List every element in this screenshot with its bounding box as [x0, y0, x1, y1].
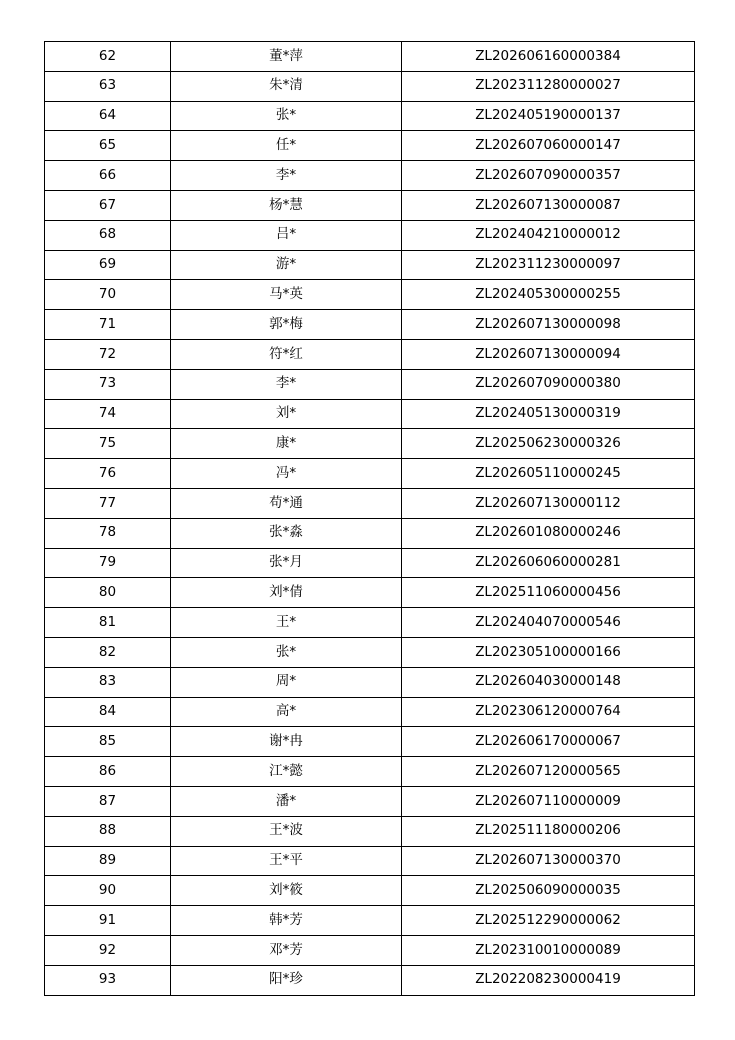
row-number-cell: 91 — [45, 906, 171, 936]
table-row — [45, 667, 695, 697]
row-number-cell: 82 — [45, 637, 171, 667]
table-row — [45, 757, 695, 787]
name-cell: 阳*珍 — [171, 965, 402, 995]
table-row — [45, 42, 695, 72]
certificate-code-cell: ZL202311280000027 — [402, 71, 695, 101]
row-number-cell: 78 — [45, 518, 171, 548]
name-cell: 王*波 — [171, 816, 402, 846]
name-cell: 周* — [171, 667, 402, 697]
name-cell: 康* — [171, 429, 402, 459]
certificate-code-cell: ZL202512290000062 — [402, 906, 695, 936]
certificate-code-cell: ZL202607130000087 — [402, 190, 695, 220]
table-row — [45, 339, 695, 369]
name-cell: 王* — [171, 608, 402, 638]
row-number-cell: 70 — [45, 280, 171, 310]
certificate-code-cell: ZL202511060000456 — [402, 578, 695, 608]
table-row — [45, 876, 695, 906]
name-cell: 苟*通 — [171, 488, 402, 518]
row-number-cell: 69 — [45, 250, 171, 280]
name-cell: 谢*冉 — [171, 727, 402, 757]
row-number-cell: 93 — [45, 965, 171, 995]
certificate-code-cell: ZL202607090000380 — [402, 369, 695, 399]
table-row — [45, 399, 695, 429]
row-number-cell: 74 — [45, 399, 171, 429]
name-cell: 张*月 — [171, 548, 402, 578]
table-row — [45, 786, 695, 816]
certificate-code-cell: ZL202404210000012 — [402, 220, 695, 250]
name-cell: 张* — [171, 101, 402, 131]
certificate-code-cell: ZL202506230000326 — [402, 429, 695, 459]
row-number-cell: 83 — [45, 667, 171, 697]
certificate-code-cell: ZL202605110000245 — [402, 459, 695, 489]
row-number-cell: 92 — [45, 935, 171, 965]
name-cell: 邓*芳 — [171, 935, 402, 965]
table-row — [45, 71, 695, 101]
name-cell: 张*淼 — [171, 518, 402, 548]
name-cell: 李* — [171, 369, 402, 399]
table-row — [45, 608, 695, 638]
table-row — [45, 488, 695, 518]
certificate-code-cell: ZL202607130000370 — [402, 846, 695, 876]
table-row — [45, 101, 695, 131]
certificate-code-cell: ZL202604030000148 — [402, 667, 695, 697]
table-row — [45, 518, 695, 548]
certificate-code-cell: ZL202607110000009 — [402, 786, 695, 816]
row-number-cell: 76 — [45, 459, 171, 489]
row-number-cell: 79 — [45, 548, 171, 578]
row-number-cell: 87 — [45, 786, 171, 816]
row-number-cell: 88 — [45, 816, 171, 846]
name-cell: 马*英 — [171, 280, 402, 310]
certificate-code-cell: ZL202311230000097 — [402, 250, 695, 280]
table-row — [45, 965, 695, 995]
certificate-code-cell: ZL202607060000147 — [402, 131, 695, 161]
certificate-code-cell: ZL202208230000419 — [402, 965, 695, 995]
certificate-code-cell: ZL202405130000319 — [402, 399, 695, 429]
name-cell: 韩*芳 — [171, 906, 402, 936]
certificate-code-cell: ZL202601080000246 — [402, 518, 695, 548]
table-row — [45, 727, 695, 757]
row-number-cell: 72 — [45, 339, 171, 369]
name-cell: 符*红 — [171, 339, 402, 369]
name-cell: 董*萍 — [171, 42, 402, 72]
name-cell: 刘*倩 — [171, 578, 402, 608]
certificate-code-cell: ZL202607090000357 — [402, 161, 695, 191]
table-row — [45, 250, 695, 280]
certificate-code-cell: ZL202607120000565 — [402, 757, 695, 787]
table-row — [45, 369, 695, 399]
row-number-cell: 80 — [45, 578, 171, 608]
table-row — [45, 846, 695, 876]
name-cell: 游* — [171, 250, 402, 280]
row-number-cell: 86 — [45, 757, 171, 787]
table-row — [45, 220, 695, 250]
certificate-code-cell: ZL202305100000166 — [402, 637, 695, 667]
name-cell: 刘*筱 — [171, 876, 402, 906]
name-cell: 冯* — [171, 459, 402, 489]
table-row — [45, 637, 695, 667]
table-row — [45, 190, 695, 220]
row-number-cell: 66 — [45, 161, 171, 191]
name-cell: 吕* — [171, 220, 402, 250]
table-row — [45, 131, 695, 161]
certificate-code-cell: ZL202606060000281 — [402, 548, 695, 578]
table-row — [45, 310, 695, 340]
row-number-cell: 73 — [45, 369, 171, 399]
row-number-cell: 90 — [45, 876, 171, 906]
table-row — [45, 459, 695, 489]
table-row — [45, 697, 695, 727]
table-row — [45, 935, 695, 965]
row-number-cell: 65 — [45, 131, 171, 161]
row-number-cell: 64 — [45, 101, 171, 131]
name-cell: 张* — [171, 637, 402, 667]
name-cell: 王*平 — [171, 846, 402, 876]
records-table — [44, 41, 695, 996]
table-row — [45, 161, 695, 191]
name-cell: 高* — [171, 697, 402, 727]
certificate-code-cell: ZL202511180000206 — [402, 816, 695, 846]
row-number-cell: 81 — [45, 608, 171, 638]
table-row — [45, 906, 695, 936]
name-cell: 朱*清 — [171, 71, 402, 101]
name-cell: 任* — [171, 131, 402, 161]
row-number-cell: 77 — [45, 488, 171, 518]
table-row — [45, 816, 695, 846]
table-row — [45, 578, 695, 608]
certificate-code-cell: ZL202404070000546 — [402, 608, 695, 638]
certificate-code-cell: ZL202607130000094 — [402, 339, 695, 369]
certificate-code-cell: ZL202606170000067 — [402, 727, 695, 757]
row-number-cell: 84 — [45, 697, 171, 727]
name-cell: 杨*慧 — [171, 190, 402, 220]
name-cell: 江*懿 — [171, 757, 402, 787]
name-cell: 刘* — [171, 399, 402, 429]
table-row — [45, 429, 695, 459]
certificate-code-cell: ZL202607130000112 — [402, 488, 695, 518]
certificate-code-cell: ZL202506090000035 — [402, 876, 695, 906]
records-table-body — [45, 42, 695, 996]
certificate-code-cell: ZL202310010000089 — [402, 935, 695, 965]
row-number-cell: 63 — [45, 71, 171, 101]
row-number-cell: 89 — [45, 846, 171, 876]
row-number-cell: 85 — [45, 727, 171, 757]
certificate-code-cell: ZL202405190000137 — [402, 101, 695, 131]
certificate-code-cell: ZL202607130000098 — [402, 310, 695, 340]
row-number-cell: 67 — [45, 190, 171, 220]
row-number-cell: 68 — [45, 220, 171, 250]
row-number-cell: 71 — [45, 310, 171, 340]
name-cell: 郭*梅 — [171, 310, 402, 340]
certificate-code-cell: ZL202606160000384 — [402, 42, 695, 72]
name-cell: 李* — [171, 161, 402, 191]
row-number-cell: 62 — [45, 42, 171, 72]
name-cell: 潘* — [171, 786, 402, 816]
table-row — [45, 280, 695, 310]
certificate-code-cell: ZL202306120000764 — [402, 697, 695, 727]
table-row — [45, 548, 695, 578]
certificate-code-cell: ZL202405300000255 — [402, 280, 695, 310]
row-number-cell: 75 — [45, 429, 171, 459]
